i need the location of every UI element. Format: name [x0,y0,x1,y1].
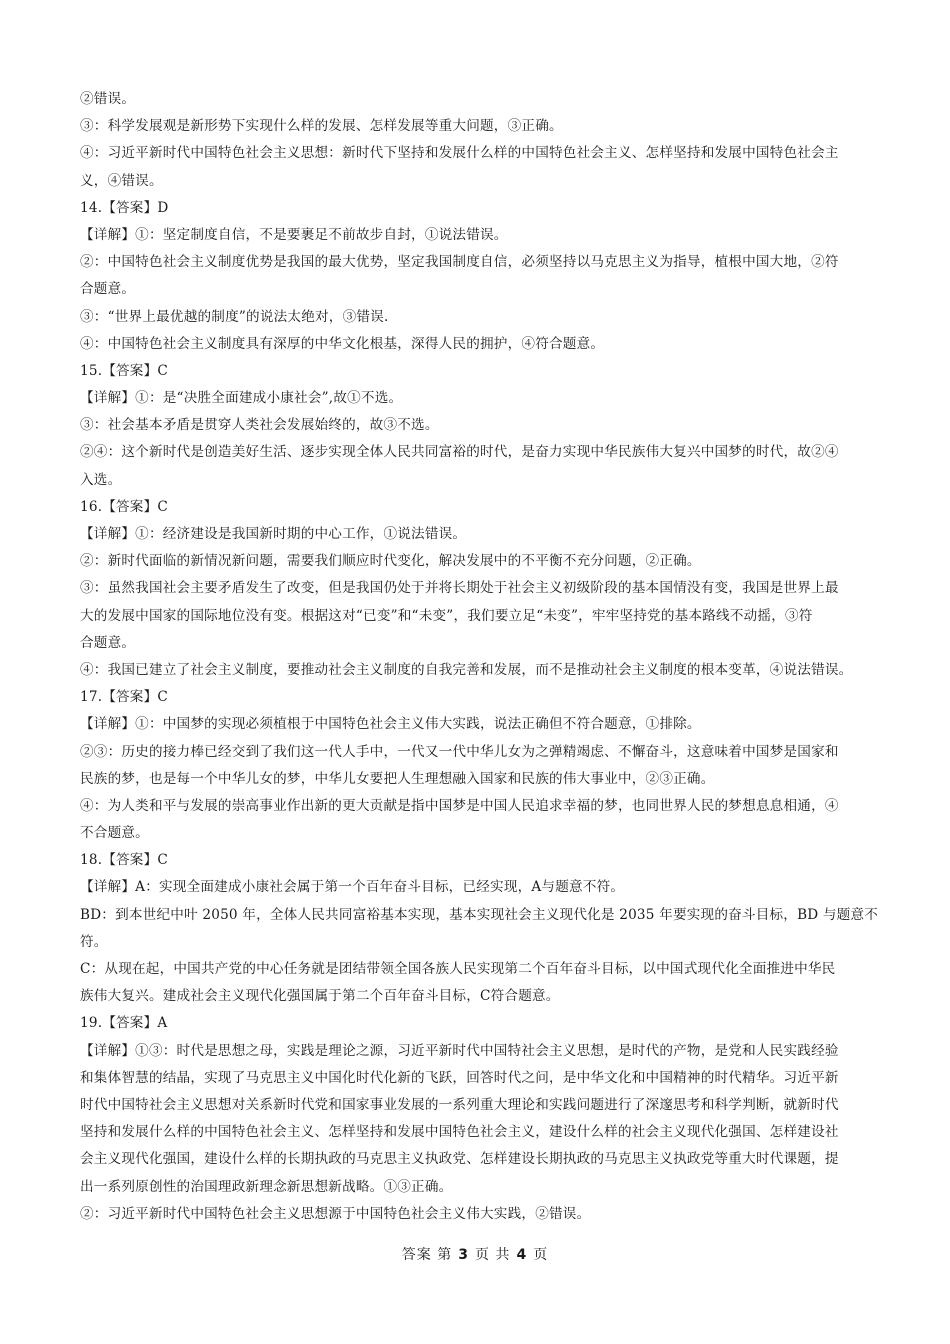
text-line: 义，④错误。 [80,172,163,189]
text-line: 【详解】A：实现全面建成小康社会属于第一个百年奋斗目标，已经实现，A与题意不符。 [80,879,625,896]
text-line: 族伟大复兴。建成社会主义现代化强国属于第二个百年奋斗目标，C符合题意。 [80,988,560,1005]
text-line: C：从现在起，中国共产党的中心任务就是团结带领全国各族人民实现第二个百年奋斗目标，以中国式现代化全面推进中华民 [80,961,836,977]
text-line: 入选。 [80,471,122,488]
text-line: 符。 [80,933,108,950]
page-footer [0,1244,950,1264]
text-line: 大的发展中国家的国际地位没有变。根据这对“已变”和“未变”，我们要立足“未变”，牢牢坚持党的基本路线不动摇，③符 [80,607,813,624]
text-line: ④：为人类和平与发展的崇高事业作出新的更大贡献是指中国梦是中国人民追求幸福的梦，也同世界人民的梦想息息相通，④ [80,797,839,814]
text-line: 【详解】①③：时代是思想之母，实践是理论之源，习近平新时代中国特社会主义思想，是时代的产物，是党和人民实践经验 [80,1042,839,1059]
text-line: 【详解】①：坚定制度自信，不是要裹足不前故步自封，①说法错误。 [80,226,508,243]
footer-total-pages: 4 [516,1247,528,1263]
text-line: 会主义现代化强国，建设什么样的长期执政的马克思主义执政党、怎样建设长期执政的马克思主义执政党等重大时代课题，提 [80,1151,839,1168]
text-line: 不合题意。 [80,825,149,842]
text-line: 19.【答案】A [80,1015,168,1032]
text-line: ④：习近平新时代中国特色社会主义思想：新时代下坚持和发展什么样的中国特色社会主义、怎样坚持和发展中国特色社会主 [80,145,839,162]
text-line: 【详解】①：是“决胜全面建成小康社会”,故①不选。 [80,390,403,407]
text-line: 15.【答案】C [80,362,168,379]
text-line: 【详解】①：中国梦的实现必须植根于中国特色社会主义伟大实践，说法正确但不符合题意，①排除。 [80,716,701,733]
footer-suffix: 页 [533,1247,549,1263]
text-line: ②：习近平新时代中国特色社会主义思想源于中国特色社会主义伟大实践，②错误。 [80,1205,591,1222]
text-line: 14.【答案】D [80,199,169,216]
text-line: ③：“世界上最优越的制度”的说法太绝对，③错误. [80,308,389,325]
text-line: ②：中国特色社会主义制度优势是我国的最大优势，坚定我国制度自信，必须坚持以马克思主义为指导，植根中国大地，②符 [80,254,839,271]
text-line: 合题意。 [80,634,136,651]
text-line: 出一系列原创性的治国理政新理念新思想新战略。①③正确。 [80,1178,453,1195]
text-line: 合题意。 [80,281,136,298]
text-line: 【详解】①：经济建设是我国新时期的中心工作，①说法错误。 [80,526,467,542]
text-line: ②④：这个新时代是创造美好生活、逐步实现全体人民共同富裕的时代，是奋力实现中华民族伟大复兴中国梦的时代，故②④ [80,444,839,461]
text-line: ②错误。 [80,91,136,107]
text-line: ④：中国特色社会主义制度具有深厚的中华文化根基，深得人民的拥护，④符合题意。 [80,335,605,352]
answer-explanations [80,86,879,1228]
text-line: ②③：历史的接力棒已经交到了我们这一代人手中，一代又一代中华儿女为之弹精竭虑、不懈奋斗，这意味着中国梦是国家和 [80,743,839,760]
text-line: 17.【答案】C [80,689,168,706]
text-line: ③：虽然我国社会主要矛盾发生了改变，但是我国仍处于并将长期处于社会主义初级阶段的基本国情没有变，我国是世界上最 [80,580,839,597]
text-line: ④：我国已建立了社会主义制度，要推动社会主义制度的自我完善和发展，而不是推动社会主义制度的根本变革，④说法错误。 [80,661,853,678]
text-line: ②：新时代面临的新情况新问题，需要我们顺应时代变化，解决发展中的不平衡不充分问题，②正确。 [80,553,701,570]
footer-middle: 页 共 [475,1247,511,1263]
text-line: ③：科学发展观是新形势下实现什么样的发展、怎样发展等重大问题，③正确。 [80,118,563,135]
text-line: BD：到本世纪中叶 2050 年，全体人民共同富裕基本实现，基本实现社会主义现代化是 2035 年要实现的奋斗目标，BD 与题意不 [80,906,879,923]
text-line: 和集体智慧的结晶，实现了马克思主义中国化时代化新的飞跃，回答时代之问，是中华文化和中国精神的时代精华。习近平新 [80,1069,839,1086]
text-line: 民族的梦，也是每一个中华儿女的梦，中华儿女要把人生理想融入国家和民族的伟大事业中，②③正确。 [80,770,715,787]
text-line: 16.【答案】C [80,498,168,515]
text-line: 18.【答案】C [80,852,168,869]
footer-prefix: 答案 第 [401,1247,453,1263]
text-line: 时代中国特社会主义思想对关系新时代党和国家事业发展的一系列重大理论和实践问题进行了深邃思考和科学判断，就新时代 [80,1096,839,1113]
text-line: 坚持和发展什么样的中国特色社会主义、怎样坚持和发展中国特色社会主义，建设什么样的社会主义现代化强国、怎样建设社 [80,1124,839,1141]
text-line: ③：社会基本矛盾是贯穿人类社会发展始终的，故③不选。 [80,417,439,434]
footer-page-number: 3 [458,1247,469,1263]
